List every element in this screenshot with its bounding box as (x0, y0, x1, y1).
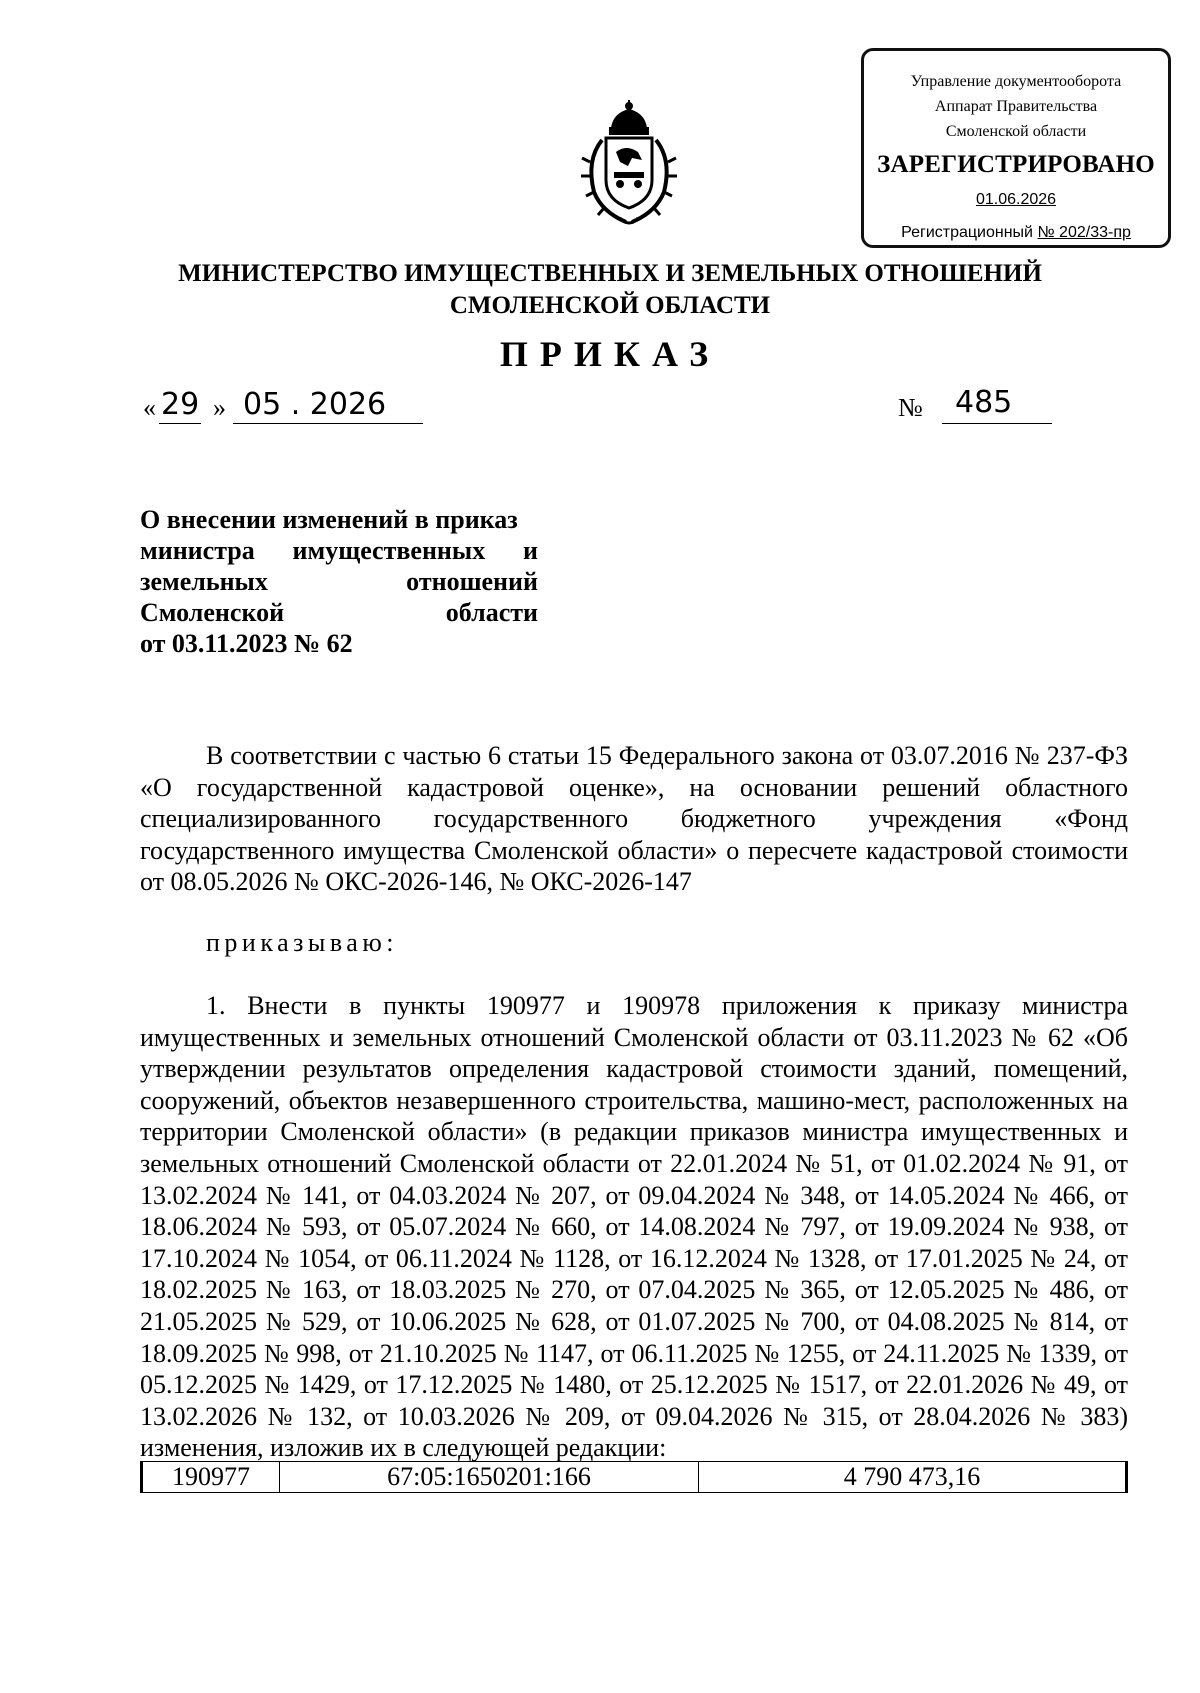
subject-word: министра (140, 536, 255, 565)
subject-line-1: О внесении изменений в приказ (140, 505, 518, 534)
stamp-date-value: 01.06.2026 (975, 191, 1057, 208)
subject-word: области (445, 598, 538, 627)
subject-word: Смоленской (140, 598, 285, 627)
subject-line-3 (140, 566, 538, 597)
table-row (142, 1462, 1127, 1493)
document-title: ПРИКАЗ (499, 334, 721, 374)
date-month-year-handwritten: 05 . 2026 (243, 387, 387, 422)
number-sign: № (898, 393, 923, 422)
stamp-line-apparatus: Аппарат Правительства (934, 98, 1098, 115)
order-subject (140, 504, 538, 659)
table-cell-cadastral-number: 67:05:1650201:166 (280, 1462, 699, 1493)
stamp-date (864, 191, 1168, 209)
ministry-name (0, 258, 1200, 322)
ministry-name-line2: СМОЛЕНСКОЙ ОБЛАСТИ (449, 292, 771, 319)
order-date (143, 387, 433, 427)
date-month-year-underline (233, 423, 423, 424)
table-cell-value: 4 790 473,16 (699, 1462, 1127, 1493)
stamp-reg-label: Регистрационный (901, 224, 1033, 241)
subject-word: и (523, 536, 538, 565)
date-day-handwritten: 29 (161, 387, 200, 422)
ministry-name-line1: МИНИСТЕРСТВО ИМУЩЕСТВЕННЫХ И ЗЕМЕЛЬНЫХ ОТНОШЕНИЙ (178, 260, 1042, 287)
stamp-registration (864, 224, 1168, 242)
date-quote-open: « (143, 393, 156, 422)
changes-table (140, 1461, 1128, 1493)
subject-word: земельных (140, 567, 268, 596)
subject-line-2 (140, 535, 538, 566)
registration-stamp (861, 48, 1171, 248)
preamble-paragraph: В соответствии с частью 6 статьи 15 Федерального закона от 03.07.2016 № 237-ФЗ «О государственной кадастровой оценке», на основании решений областного специализированного государственного бюджетного учреждения «Фонд государственного имущества Смоленской области» о пересчете кадастровой стоимости от 08.05.2026 № ОКС-2026-146, № ОКС-2026-147 (140, 741, 1128, 897)
subject-word: имущественных (292, 536, 486, 565)
date-day-underline (159, 423, 201, 424)
table-cell-item: 190977 (142, 1462, 280, 1493)
date-quote-close: » (213, 393, 226, 422)
stamp-reg-number: № 202/33-пр (1037, 224, 1131, 241)
order-word: приказываю: (206, 928, 398, 957)
order-number-handwritten: 485 (955, 385, 1013, 420)
coat-of-arms-icon (568, 100, 690, 230)
stamp-line-department: Управление документооборота (910, 73, 1122, 90)
subject-line-4 (140, 597, 538, 628)
item-1-paragraph: 1. Внести в пункты 190977 и 190978 приложения к приказу министра имущественных и земельных отношений Смоленской области от 03.11.2023 № 62 «Об утверждении результатов определения кадастровой стоимости зданий, помещений, сооружений, объектов незавершенного строительства, машино-мест, расположенных на территории Смоленской области» (в редакции приказов министра имущественных и земельных отношений Смоленской области от 22.01.2024 № 51, от 01.02.2024 № 91, от 13.02.2024 № 141, от 04.03.2024 № 207, от 09.04.2024 № 348, от 14.05.2024 № 466, от 18.06.2024 № 593, от 05.07.2024 № 660, от 14.08.2024 № 797, от 19.09.2024 № 938, от 17.10.2024 № 1054, от 06.11.2024 № 1128, от 16.12.2024 № 1328, от 17.01.2025 № 24, от 18.02.2025 № 163, от 18.03.2025 № 270, от 07.04.2025 № 365, от 12.05.2025 № 486, от 21.05.2025 № 529, от 10.06.2025 № 628, от 01.07.2025 № 700, от 04.08.2025 № 814, от 18.09.2025 № 998, от 21.10.2025 № 1147, от 06.11.2025 № 1255, от 24.11.2025 № 1339, от 05.12.2025 № 1429, от 17.12.2025 № 1480, от 25.12.2025 № 1517, от 22.01.2026 № 49, от 13.02.2026 № 132, от 10.03.2026 № 209, от 09.04.2026 № 315, от 28.04.2026 № 383) изменения, изложив их в следующей редакции: (140, 991, 1128, 1463)
order-number (898, 385, 1058, 427)
order-number-underline (942, 423, 1052, 424)
stamp-line-region: Смоленской области (945, 123, 1087, 140)
stamp-status: ЗАРЕГИСТРИРОВАНО (877, 151, 1155, 178)
subject-word: отношений (406, 567, 538, 596)
subject-line-5: от 03.11.2023 № 62 (140, 629, 353, 658)
